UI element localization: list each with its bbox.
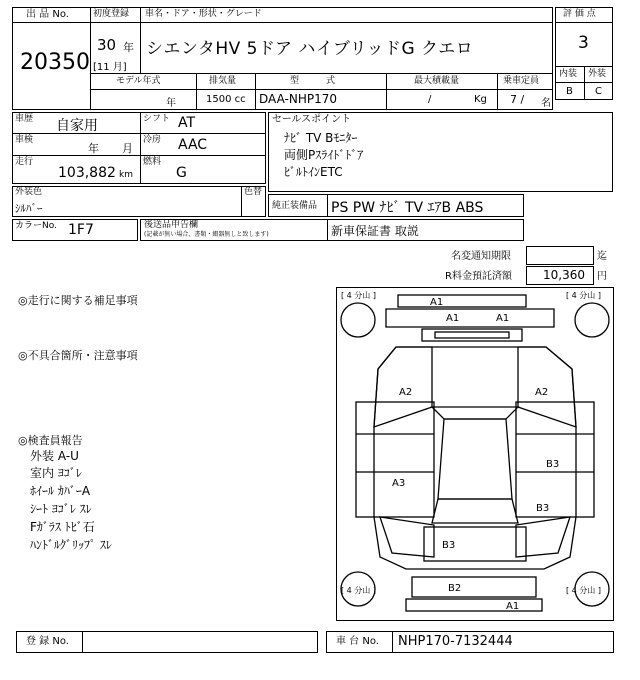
divider <box>327 194 328 217</box>
fuel: G <box>176 165 187 181</box>
sales-point-item: ﾋﾞﾙﾄｲﾝETC <box>284 165 343 179</box>
chassis-number-label: 車 台 No. <box>336 636 379 647</box>
lot-number: 20350 <box>20 50 90 75</box>
damage-mark: B3 <box>546 459 560 470</box>
inspector-report-item: ｼｰﾄ ﾖｺﾞﾚ ｽﾚ <box>30 502 92 516</box>
recycle-fee: 10,360 <box>543 268 585 282</box>
inspector-report-label: ◎検査員報告 <box>18 434 83 447</box>
color-label: 外装色 <box>15 187 43 197</box>
recycle-fee-unit: 円 <box>597 271 607 282</box>
exterior-grade: C <box>595 86 602 97</box>
history-label: 車歴 <box>15 114 34 124</box>
damage-mark: A3 <box>392 478 406 489</box>
divider <box>327 219 328 241</box>
capacity: 7 / <box>510 93 525 106</box>
inspector-report-item: 室内 ﾖｺﾞﾚ <box>30 466 82 480</box>
max-load-slash: / <box>428 94 432 105</box>
shift: AT <box>178 115 196 131</box>
inspection-label: 車検 <box>15 135 34 145</box>
registration-number-label: 登 録 No. <box>26 636 69 647</box>
color-number: 1F7 <box>68 222 94 238</box>
name-change-deadline-label: 名変通知期限 <box>451 251 511 262</box>
divider <box>12 22 90 23</box>
tire-tread-rear-right: [ 4 分山 ] <box>566 586 601 595</box>
inspector-report-item: 外装 A-U <box>30 449 79 463</box>
car-name: シエンタHV 5ドア ハイブリッドG クエロ <box>146 39 474 59</box>
damage-mark: A2 <box>535 387 549 398</box>
divider <box>497 73 498 110</box>
driving-notes-label: ◎走行に関する補足事項 <box>18 294 138 307</box>
damage-mark: A2 <box>399 387 413 398</box>
color-frame <box>12 186 266 217</box>
recycle-fee-label: R料金預託済額 <box>445 271 512 282</box>
registration-year: 30 <box>97 36 117 54</box>
name-change-deadline-box <box>526 246 594 265</box>
sales-points-label: セールスポイント <box>272 114 352 125</box>
documents: 新車保証書 取説 <box>331 224 419 238</box>
documents-note: (記載が無い場合、書類・綴器無しと致します) <box>144 231 269 238</box>
color-number-label: カラーNo. <box>15 221 57 231</box>
front-grille <box>386 309 554 327</box>
mileage-label: 走行 <box>15 157 34 167</box>
divider <box>140 112 141 184</box>
divider <box>241 186 242 217</box>
damage-mark: A1 <box>496 313 510 324</box>
divider <box>90 89 553 90</box>
tire-tread-rear-left: [ 4 分山 ] <box>341 586 376 595</box>
tire-tread-front-right: [ 4 分山 ] <box>566 291 601 300</box>
sales-point-item: 両側Pｽﾗｲﾄﾞﾄﾞｱ <box>284 148 364 162</box>
damage-mark: B3 <box>442 540 456 551</box>
equipment-label: 純正装備品 <box>272 201 318 211</box>
color-change-label: 色替 <box>244 187 263 197</box>
divider <box>386 73 387 110</box>
car-damage-diagram <box>336 287 614 621</box>
inspector-report-item: ﾎｲｰﾙ ｶﾊﾞｰA <box>30 484 91 498</box>
divider <box>90 73 553 74</box>
capacity-unit: 名 <box>541 98 551 109</box>
equipment: PS PW ﾅﾋﾞ TV ｴｱB ABS <box>331 200 484 216</box>
damage-mark: A1 <box>446 313 460 324</box>
roof <box>438 419 512 499</box>
wheel-front-left-icon <box>341 303 375 337</box>
name-change-deadline-unit: 迄 <box>597 251 607 262</box>
inspector-report-item: ﾊﾝﾄﾞﾙｸﾞﾘｯﾌﾟ ｽﾚ <box>30 538 112 552</box>
model-type: DAA-NHP170 <box>259 92 337 106</box>
capacity-label: 乗車定員 <box>503 76 540 86</box>
sales-point-item: ﾅﾋﾞ TV Bﾓﾆﾀｰ <box>284 131 358 145</box>
model-year-unit: 年 <box>166 98 176 109</box>
divider <box>12 133 266 134</box>
damage-mark: B3 <box>536 503 550 514</box>
type-label: 型 式 <box>290 76 336 86</box>
mileage: 103,882 <box>58 165 116 181</box>
inspection-month: 月 <box>122 142 133 155</box>
max-load-label: 最大積載量 <box>414 76 460 86</box>
specs-frame <box>12 112 266 184</box>
score-label: 評 価 点 <box>563 9 596 19</box>
damage-mark: B2 <box>448 583 462 594</box>
wheel-front-right-icon <box>575 303 609 337</box>
exterior-label: 外装 <box>588 69 607 79</box>
damage-mark: A1 <box>430 297 444 308</box>
registration-year-unit: 年 <box>123 41 134 54</box>
model-year-label: モデル年式 <box>116 76 161 86</box>
hood-vent <box>422 329 522 341</box>
divider <box>392 631 393 653</box>
exterior-color: ｼﾙﾊﾞｰ <box>15 202 43 215</box>
divider <box>82 631 83 653</box>
rear-bumper <box>406 599 542 611</box>
chassis-number: NHP170-7132444 <box>398 634 513 649</box>
displacement: 1500 cc <box>206 94 246 105</box>
divider <box>255 73 256 110</box>
tire-tread-front-left: [ 4 分山 ] <box>341 291 376 300</box>
divider <box>584 66 585 100</box>
interior-label: 内装 <box>559 69 578 79</box>
divider <box>140 7 141 73</box>
shift-label: シフト <box>143 114 171 124</box>
lot-number-label: 出 品 No. <box>26 9 69 20</box>
divider <box>555 22 613 23</box>
defects-notes-label: ◎不具合箇所・注意事項 <box>18 349 138 362</box>
mileage-unit: km <box>119 170 133 180</box>
max-load-unit: Kg <box>474 94 487 105</box>
documents-label: 後送品申告欄 <box>144 220 199 230</box>
car-name-label: 車名・ドア・形状・グレード <box>145 9 262 19</box>
fuel-label: 燃料 <box>143 157 162 167</box>
divider <box>90 22 553 23</box>
displacement-label: 排気量 <box>209 76 237 86</box>
rear-hatch <box>412 577 536 597</box>
inspector-report-item: Fｶﾞﾗｽ ﾄﾋﾞ石 <box>30 520 95 534</box>
inspection-year: 年 <box>88 142 99 155</box>
interior-grade: B <box>566 86 573 97</box>
windshield <box>432 407 518 419</box>
first-registration-label: 初度登録 <box>93 9 130 19</box>
front-bumper <box>398 295 526 307</box>
divider <box>12 155 266 156</box>
ac: AAC <box>178 137 208 153</box>
divider <box>196 73 197 110</box>
score: 3 <box>578 33 589 53</box>
car-body <box>374 347 576 569</box>
ac-label: 冷房 <box>143 135 162 145</box>
damage-mark: A1 <box>506 601 520 612</box>
rear-panel <box>424 527 526 561</box>
registration-month: [11 月] <box>93 62 127 73</box>
history: 自家用 <box>56 118 98 134</box>
rear-window <box>432 499 518 523</box>
